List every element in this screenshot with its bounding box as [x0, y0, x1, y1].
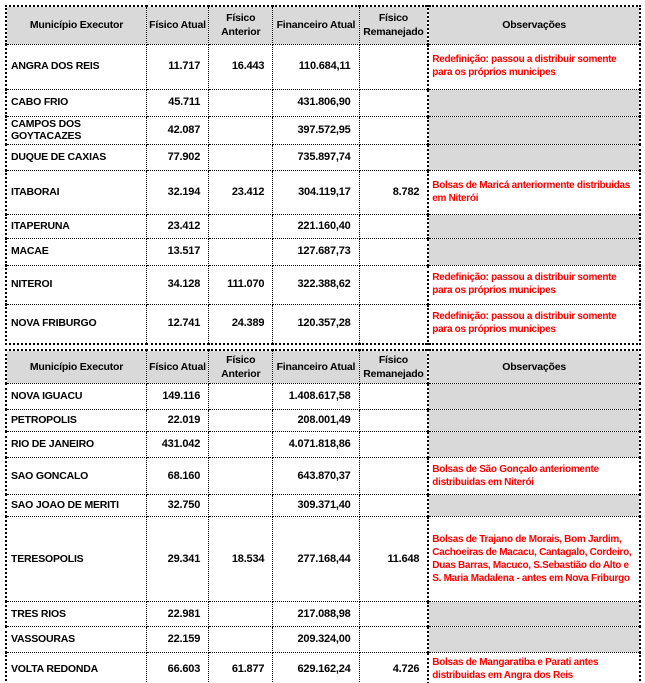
fisico-remanejado-cell: [359, 432, 428, 458]
fisico-atual-cell: 42.087: [146, 116, 208, 144]
observacoes-cell: [428, 384, 640, 410]
fisico-atual-cell: 22.159: [146, 627, 208, 653]
table-row: [6, 214, 640, 238]
observacoes-cell: [428, 410, 640, 432]
fisico-anterior-cell: 24.389: [209, 304, 273, 344]
observacoes-cell: [428, 627, 640, 653]
financeiro-atual-cell: 209.324,00: [273, 627, 359, 653]
fisico-atual-cell: 149.116: [146, 384, 208, 410]
municipio-cell: CABO FRIO: [6, 89, 146, 116]
fisico-anterior-cell: 23.412: [209, 170, 273, 214]
col-header-observacoes: Observações: [428, 6, 640, 44]
table-row: [6, 432, 640, 458]
municipio-cell: PETROPOLIS: [6, 410, 146, 432]
fisico-remanejado-cell: [359, 627, 428, 653]
fisico-atual-cell: 66.603: [146, 653, 208, 683]
fisico-anterior-cell: [209, 238, 273, 265]
observacoes-cell: [428, 116, 640, 144]
fisico-atual-cell: 431.042: [146, 432, 208, 458]
col-header-financeiro-atual: Financeiro Atual: [273, 350, 359, 384]
fisico-anterior-cell: [209, 214, 273, 238]
municipio-cell: TRES RIOS: [6, 602, 146, 627]
table-row: [6, 89, 640, 116]
fisico-remanejado-cell: [359, 116, 428, 144]
observacoes-cell: Redefinição: passou a distribuir somente para os próprios municipes: [428, 44, 640, 89]
fisico-remanejado-cell: [359, 458, 428, 495]
fisico-remanejado-cell: [359, 602, 428, 627]
fisico-anterior-cell: [209, 116, 273, 144]
municipio-cell: ANGRA DOS REIS: [6, 44, 146, 89]
table-row: [6, 304, 640, 344]
fisico-anterior-cell: [209, 495, 273, 517]
fisico-anterior-cell: [209, 384, 273, 410]
observacoes-cell: [428, 89, 640, 116]
municipio-cell: CAMPOS DOS GOYTACAZES: [6, 116, 146, 144]
municipio-cell: RIO DE JANEIRO: [6, 432, 146, 458]
table-row: [6, 602, 640, 627]
financeiro-atual-cell: 277.168,44: [273, 517, 359, 602]
fisico-anterior-cell: [209, 432, 273, 458]
table-row: [6, 116, 640, 144]
observacoes-cell: Bolsas de São Gonçalo anteriomente distribuidas em Niterói: [428, 458, 640, 495]
table-row: [6, 627, 640, 653]
col-header-financeiro-atual: Financeiro Atual: [273, 6, 359, 44]
municipio-cell: NITEROI: [6, 265, 146, 304]
fisico-atual-cell: 32.750: [146, 495, 208, 517]
table-row: [6, 238, 640, 265]
fisico-remanejado-cell: 4.726: [359, 653, 428, 683]
fisico-remanejado-cell: [359, 265, 428, 304]
col-header-municipio-executor: Município Executor: [6, 6, 146, 44]
municipios-table-section-2: [5, 349, 641, 683]
fisico-remanejado-cell: [359, 304, 428, 344]
observacoes-cell: [428, 495, 640, 517]
observacoes-cell: Redefinição: passou a distribuir somente para os próprios municipes: [428, 304, 640, 344]
header-row: [6, 6, 640, 44]
table-row: [6, 265, 640, 304]
observacoes-cell: Bolsas de Maricá anteriormente distribuidas em Niterói: [428, 170, 640, 214]
municipio-cell: VOLTA REDONDA: [6, 653, 146, 683]
financeiro-atual-cell: 304.119,17: [273, 170, 359, 214]
fisico-remanejado-cell: [359, 238, 428, 265]
financeiro-atual-cell: 1.408.617,58: [273, 384, 359, 410]
fisico-remanejado-cell: [359, 89, 428, 116]
financeiro-atual-cell: 735.897,74: [273, 144, 359, 170]
financeiro-atual-cell: 120.357,28: [273, 304, 359, 344]
fisico-anterior-cell: [209, 89, 273, 116]
financeiro-atual-cell: 221.160,40: [273, 214, 359, 238]
fisico-remanejado-cell: 11.648: [359, 517, 428, 602]
table-row: [6, 458, 640, 495]
municipio-cell: ITAPERUNA: [6, 214, 146, 238]
fisico-anterior-cell: 18.534: [209, 517, 273, 602]
observacoes-cell: Redefinição: passou a distribuir somente para os próprios municipes: [428, 265, 640, 304]
observacoes-cell: [428, 214, 640, 238]
fisico-anterior-cell: [209, 410, 273, 432]
municipio-cell: VASSOURAS: [6, 627, 146, 653]
financeiro-atual-cell: 322.388,62: [273, 265, 359, 304]
fisico-anterior-cell: 111.070: [209, 265, 273, 304]
fisico-atual-cell: 77.902: [146, 144, 208, 170]
fisico-anterior-cell: [209, 144, 273, 170]
fisico-atual-cell: 29.341: [146, 517, 208, 602]
observacoes-cell: [428, 238, 640, 265]
financeiro-atual-cell: 397.572,95: [273, 116, 359, 144]
fisico-remanejado-cell: 8.782: [359, 170, 428, 214]
financeiro-atual-cell: 208.001,49: [273, 410, 359, 432]
table-row: [6, 653, 640, 683]
financeiro-atual-cell: 127.687,73: [273, 238, 359, 265]
fisico-atual-cell: 11.717: [146, 44, 208, 89]
municipio-cell: NOVA IGUACU: [6, 384, 146, 410]
observacoes-cell: [428, 144, 640, 170]
fisico-atual-cell: 22.019: [146, 410, 208, 432]
fisico-remanejado-cell: [359, 410, 428, 432]
municipio-cell: SAO GONCALO: [6, 458, 146, 495]
financeiro-atual-cell: 4.071.818,86: [273, 432, 359, 458]
col-header-fisico-anterior: Físico Anterior: [209, 350, 273, 384]
fisico-remanejado-cell: [359, 384, 428, 410]
fisico-atual-cell: 34.128: [146, 265, 208, 304]
fisico-atual-cell: 12.741: [146, 304, 208, 344]
col-header-fisico-anterior: Físico Anterior: [209, 6, 273, 44]
fisico-anterior-cell: 16.443: [209, 44, 273, 89]
financeiro-atual-cell: 110.684,11: [273, 44, 359, 89]
fisico-atual-cell: 22.981: [146, 602, 208, 627]
col-header-fisico-remanejado: Físico Remanejado: [359, 350, 428, 384]
col-header-fisico-atual: Físico Atual: [146, 350, 208, 384]
fisico-remanejado-cell: [359, 44, 428, 89]
municipio-cell: NOVA FRIBURGO: [6, 304, 146, 344]
col-header-observacoes: Observações: [428, 350, 640, 384]
fisico-atual-cell: 23.412: [146, 214, 208, 238]
financeiro-atual-cell: 309.371,40: [273, 495, 359, 517]
municipios-table-section-1: [5, 5, 641, 345]
header-row: [6, 350, 640, 384]
fisico-atual-cell: 32.194: [146, 170, 208, 214]
fisico-remanejado-cell: [359, 144, 428, 170]
fisico-atual-cell: 13.517: [146, 238, 208, 265]
observacoes-cell: Bolsas de Mangaratiba e Parati antes distribuidas em Angra dos Reis: [428, 653, 640, 683]
fisico-remanejado-cell: [359, 214, 428, 238]
financeiro-atual-cell: 629.162,24: [273, 653, 359, 683]
table-body-section-2: [6, 350, 640, 683]
fisico-remanejado-cell: [359, 495, 428, 517]
financeiro-atual-cell: 643.870,37: [273, 458, 359, 495]
municipio-cell: DUQUE DE CAXIAS: [6, 144, 146, 170]
table-body-section-1: [6, 6, 640, 344]
col-header-fisico-atual: Físico Atual: [146, 6, 208, 44]
fisico-atual-cell: 68.160: [146, 458, 208, 495]
observacoes-cell: [428, 432, 640, 458]
table-row: [6, 495, 640, 517]
municipio-cell: TERESOPOLIS: [6, 517, 146, 602]
table-row: [6, 384, 640, 410]
table-row: [6, 517, 640, 602]
col-header-fisico-remanejado: Físico Remanejado: [359, 6, 428, 44]
financeiro-atual-cell: 217.088,98: [273, 602, 359, 627]
fisico-anterior-cell: [209, 627, 273, 653]
municipio-cell: SAO JOAO DE MERITI: [6, 495, 146, 517]
table-row: [6, 144, 640, 170]
col-header-municipio-executor: Município Executor: [6, 350, 146, 384]
financeiro-atual-cell: 431.806,90: [273, 89, 359, 116]
observacoes-cell: [428, 602, 640, 627]
municipio-cell: ITABORAI: [6, 170, 146, 214]
table-row: [6, 44, 640, 89]
municipio-cell: MACAE: [6, 238, 146, 265]
table-row: [6, 410, 640, 432]
fisico-anterior-cell: [209, 602, 273, 627]
fisico-atual-cell: 45.711: [146, 89, 208, 116]
fisico-anterior-cell: [209, 458, 273, 495]
table-row: [6, 170, 640, 214]
observacoes-cell: Bolsas de Trajano de Morais, Bom Jardim, Cachoeiras de Macacu, Cantagalo, Cordeiro, Duas Barras, Macuco, S.Sebastião do Alto e S. Maria Madalena - antes em Nova Friburgo: [428, 517, 640, 602]
fisico-anterior-cell: 61.877: [209, 653, 273, 683]
